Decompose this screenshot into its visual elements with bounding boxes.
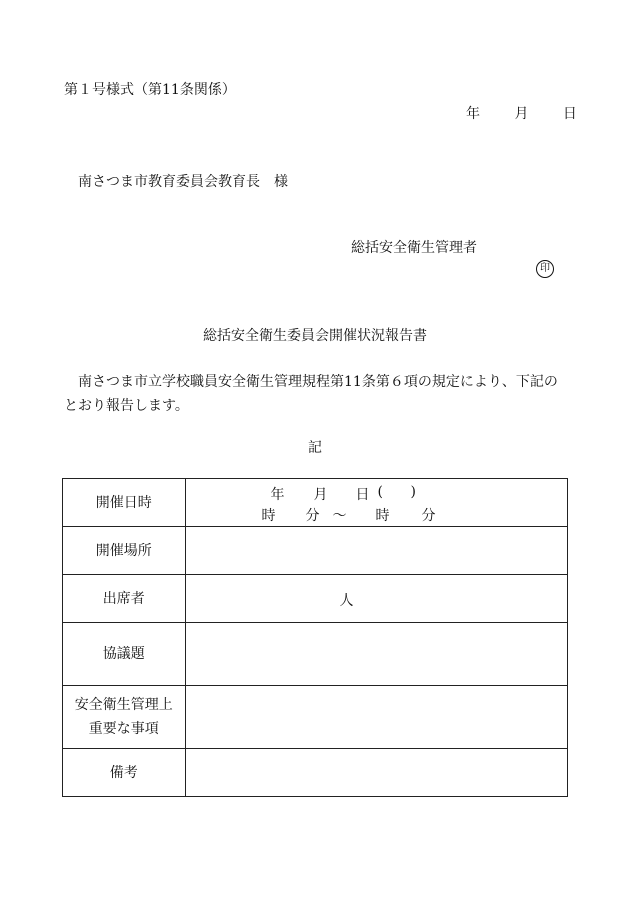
- report-date: [466, 103, 577, 123]
- label-attendees: 出席者: [63, 575, 186, 623]
- remarks-field[interactable]: [185, 749, 567, 797]
- label-safety-matters: [63, 686, 186, 749]
- label-safety-line-1: 安全衛生管理上: [74, 697, 173, 713]
- table-row: [63, 623, 568, 686]
- label-date: 開催日時: [63, 479, 186, 527]
- date-time-field[interactable]: [185, 479, 567, 527]
- table-row: [63, 479, 568, 527]
- date-cell-day: 日: [355, 487, 370, 503]
- attendees-field[interactable]: [185, 575, 567, 623]
- report-table: [62, 478, 568, 797]
- attendees-unit: 人: [339, 593, 354, 609]
- label-agenda: 協議題: [63, 623, 186, 686]
- date-cell-month: 月: [313, 487, 328, 503]
- date-cell-paren-close: ): [410, 484, 417, 500]
- reporter-title: 総括安全衛生管理者: [351, 240, 477, 256]
- time-tilde: 〜: [332, 508, 347, 524]
- label-safety-line-2: 重要な事項: [88, 721, 159, 737]
- table-row: [63, 527, 568, 575]
- table-row: [63, 575, 568, 623]
- date-month: 月: [514, 106, 529, 122]
- ki-heading: 記: [308, 440, 322, 456]
- label-remarks: 備考: [63, 749, 186, 797]
- date-day: 日: [562, 106, 577, 122]
- safety-matters-field[interactable]: [185, 686, 567, 749]
- date-cell-year: 年: [270, 487, 285, 503]
- body-line-2: とおり報告します。: [64, 398, 189, 414]
- body-line-1: 南さつま市立学校職員安全衛生管理規程第11条第６項の規定により、下記の: [78, 374, 558, 390]
- addressee: 南さつま市教育委員会教育長 様: [78, 174, 288, 190]
- time-hour-end: 時: [375, 508, 390, 524]
- form-number: 第１号様式（第11条関係）: [64, 82, 236, 98]
- table-row: [63, 749, 568, 797]
- place-field[interactable]: [185, 527, 567, 575]
- date-cell-paren-open: (: [377, 484, 384, 500]
- agenda-field[interactable]: [185, 623, 567, 686]
- table-row: [63, 686, 568, 749]
- document-title: 総括安全衛生委員会開催状況報告書: [203, 328, 427, 344]
- time-minute-start: 分: [305, 508, 320, 524]
- date-year: 年: [466, 106, 480, 122]
- body-text: [64, 370, 574, 418]
- time-hour-start: 時: [261, 508, 276, 524]
- time-minute-end: 分: [421, 508, 436, 524]
- label-place: 開催場所: [63, 527, 186, 575]
- seal-mark: 印: [536, 260, 554, 278]
